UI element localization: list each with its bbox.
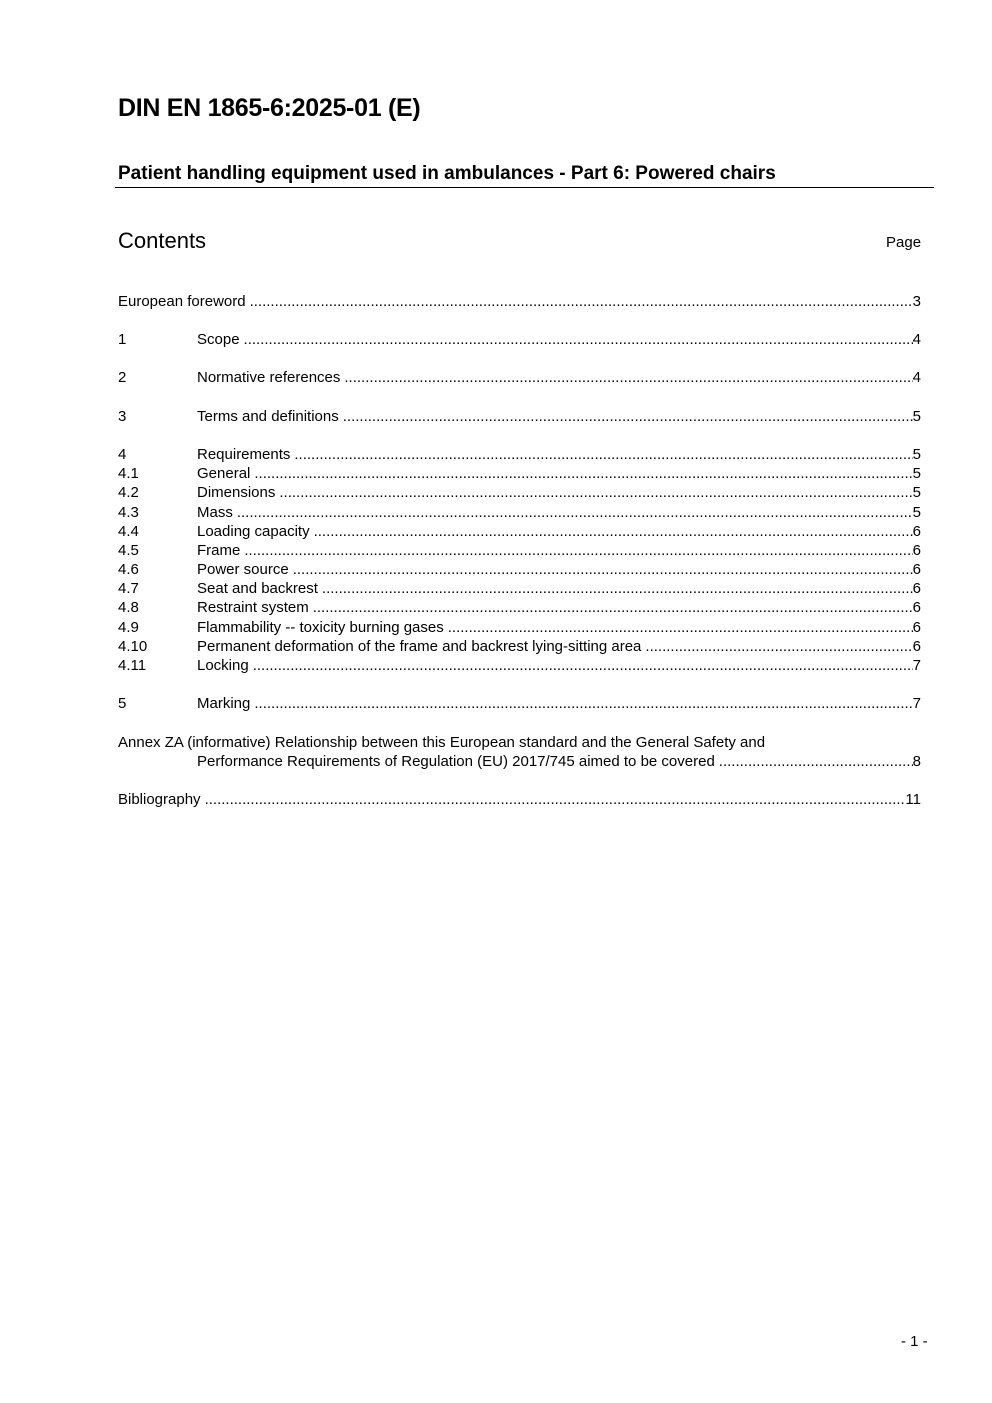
toc-leader-dots — [279, 483, 912, 502]
toc-leader-dots — [313, 598, 913, 617]
toc-label: Seat and backrest — [197, 580, 318, 597]
toc-entry-bibliography[interactable] — [118, 790, 921, 809]
toc-page-number: 5 — [912, 408, 921, 425]
toc-entry-annex-za-line1[interactable]: Annex ZA (informative) Relationship between this European standard and the General Safety and — [118, 734, 766, 751]
toc-label: Permanent deformation of the frame and backrest lying-sitting area — [197, 638, 642, 655]
toc-leader-dots — [254, 464, 912, 483]
toc-section-number: 4.6 — [118, 561, 139, 578]
toc-section-number: 4.7 — [118, 580, 139, 597]
toc-leader-dots — [294, 445, 912, 464]
toc-entry-dimensions[interactable] — [118, 483, 921, 502]
toc-label: Dimensions — [197, 484, 276, 501]
toc-entry-loading-capacity[interactable] — [118, 522, 921, 541]
toc-leader-dots — [253, 656, 913, 675]
toc-label: Normative references — [197, 369, 341, 386]
toc-section-number: 2 — [118, 369, 127, 386]
toc-entry-normative-references[interactable] — [118, 368, 921, 387]
toc-entry-requirements[interactable] — [118, 445, 921, 464]
toc-label: Frame — [197, 542, 241, 559]
toc-leader-dots — [244, 541, 912, 560]
toc-entry-locking[interactable] — [118, 656, 921, 675]
toc-leader-dots — [250, 292, 913, 311]
toc-entry-general[interactable] — [118, 464, 921, 483]
toc-section-number: 4.10 — [118, 638, 148, 655]
toc-entry-scope[interactable] — [118, 330, 921, 349]
toc-page-number: 5 — [912, 504, 921, 521]
title-divider — [115, 187, 934, 188]
toc-section-number: 4.11 — [118, 657, 147, 674]
toc-label: Bibliography — [118, 791, 201, 808]
toc-page-number: 6 — [912, 599, 921, 616]
toc-page-number: 7 — [912, 657, 921, 674]
toc-leader-dots — [314, 522, 913, 541]
toc-section-number: 5 — [118, 695, 127, 712]
toc-leader-dots — [344, 368, 912, 387]
toc-page-number: 6 — [912, 638, 921, 655]
toc-entry-terms-and-definitions[interactable] — [118, 407, 921, 426]
contents-heading: Contents — [118, 228, 207, 253]
document-title: DIN EN 1865-6:2025-01 (E) — [118, 94, 421, 122]
toc-entry-restraint-system[interactable] — [118, 598, 921, 617]
toc-leader-dots — [293, 560, 913, 579]
toc-leader-dots — [244, 330, 913, 349]
toc-label: Performance Requirements of Regulation (EU) 2017/745 aimed to be covered — [197, 753, 715, 770]
toc-page-number: 5 — [912, 446, 921, 463]
toc-label: Marking — [197, 695, 251, 712]
toc-page-number: 5 — [912, 465, 921, 482]
toc-section-number: 4.9 — [118, 619, 139, 636]
page-column-heading: Page — [886, 234, 922, 251]
document-subtitle: Patient handling equipment used in ambulances - Part 6: Powered chairs — [118, 163, 776, 184]
toc-section-number: 1 — [118, 331, 127, 348]
toc-label: Locking — [197, 657, 249, 674]
toc-entry-marking[interactable] — [118, 694, 921, 713]
toc-section-number: 4.3 — [118, 504, 139, 521]
toc-section-number: 4 — [118, 446, 127, 463]
toc-section-number: 4.8 — [118, 599, 139, 616]
toc-label: European foreword — [118, 293, 246, 310]
toc-leader-dots — [254, 694, 912, 713]
toc-page-number: 6 — [912, 580, 921, 597]
toc-label: Scope — [197, 331, 240, 348]
toc-page-number: 6 — [912, 523, 921, 540]
toc-leader-dots — [322, 579, 913, 598]
toc-entry-frame[interactable] — [118, 541, 921, 560]
toc-label: Terms and definitions — [197, 408, 339, 425]
toc-section-number: 4.4 — [118, 523, 139, 540]
toc-label: Loading capacity — [197, 523, 310, 540]
toc-entry-mass[interactable] — [118, 503, 921, 522]
toc-leader-dots — [343, 407, 913, 426]
toc-leader-dots — [237, 503, 913, 522]
toc-entry-flammability[interactable] — [118, 618, 921, 637]
toc-entry-european-foreword[interactable] — [118, 292, 921, 311]
toc-leader-dots — [719, 752, 913, 771]
toc-entry-seat-and-backrest[interactable] — [118, 579, 921, 598]
toc-page-number: 8 — [912, 753, 921, 770]
toc-label: Power source — [197, 561, 289, 578]
toc-section-number: 4.2 — [118, 484, 139, 501]
toc-leader-dots — [645, 637, 912, 656]
toc-label: General — [197, 465, 251, 482]
toc-section-number: 4.5 — [118, 542, 139, 559]
toc-entry-permanent-deformation[interactable] — [118, 637, 921, 656]
toc-page-number: 5 — [912, 484, 921, 501]
footer-page-number: - 1 - — [901, 1333, 928, 1350]
toc-page-number: 6 — [912, 542, 921, 559]
toc-page-number: 3 — [912, 293, 921, 310]
toc-entry-power-source[interactable] — [118, 560, 921, 579]
toc-page-number: 11 — [905, 791, 921, 808]
toc-label: Mass — [197, 504, 233, 521]
toc-page-number: 7 — [912, 695, 921, 712]
toc-page-number: 4 — [912, 369, 921, 386]
toc-section-number: 4.1 — [118, 465, 139, 482]
toc-label: Requirements — [197, 446, 291, 463]
toc-section-number: 3 — [118, 408, 127, 425]
toc-label: Restraint system — [197, 599, 309, 616]
toc-entry-annex-za-line2[interactable] — [197, 752, 921, 771]
toc-leader-dots — [448, 618, 913, 637]
toc-page-number: 6 — [912, 619, 921, 636]
toc-label: Flammability -- toxicity burning gases — [197, 619, 444, 636]
toc-leader-dots — [205, 790, 906, 809]
toc-page-number: 4 — [912, 331, 921, 348]
toc-page-number: 6 — [912, 561, 921, 578]
